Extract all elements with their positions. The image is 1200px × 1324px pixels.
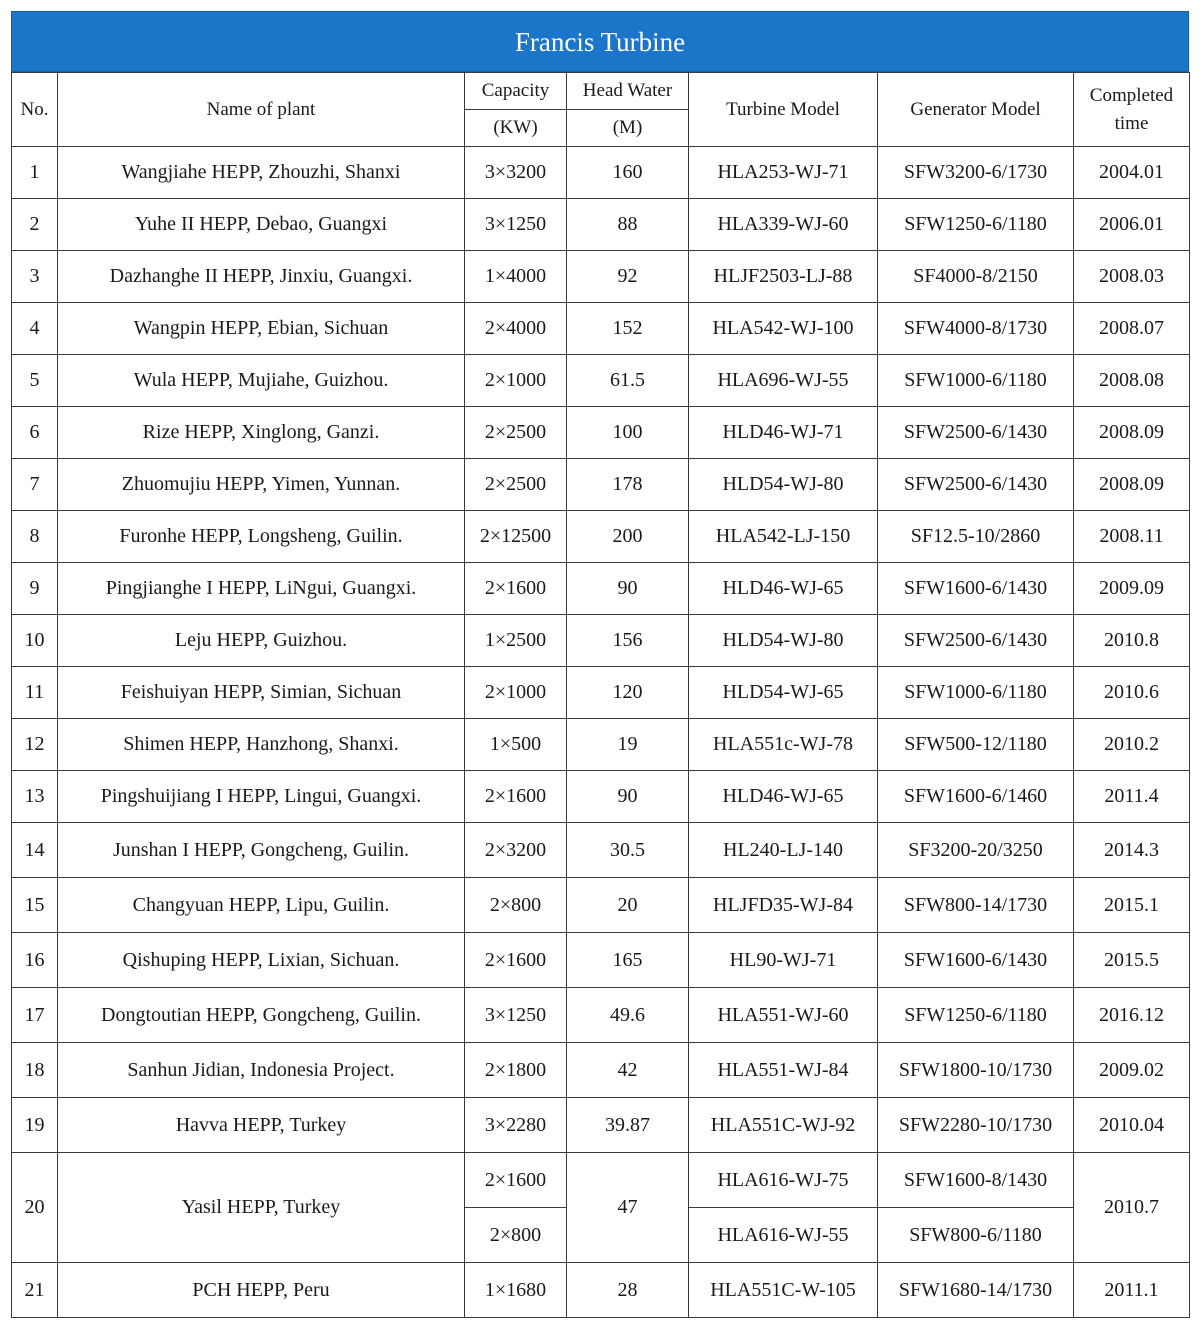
- cell-head: 160: [567, 147, 689, 199]
- table-row: [12, 1153, 1190, 1208]
- cell-head: 88: [567, 199, 689, 251]
- cell-capacity: 2×2500: [465, 407, 567, 459]
- header-no: No.: [12, 73, 58, 147]
- cell-capacity: 3×2280: [465, 1098, 567, 1153]
- table-row: [12, 933, 1190, 988]
- cell-head: 42: [567, 1043, 689, 1098]
- cell-capacity: 2×800: [465, 1208, 567, 1263]
- cell-head: 47: [567, 1153, 689, 1263]
- cell-generator: SF12.5-10/2860: [878, 511, 1074, 563]
- cell-generator: SFW500-12/1180: [878, 719, 1074, 771]
- cell-completed: 2008.11: [1074, 511, 1190, 563]
- cell-no: 21: [12, 1263, 58, 1318]
- table-row: [12, 303, 1190, 355]
- cell-name: Yasil HEPP, Turkey: [58, 1153, 465, 1263]
- cell-turbine: HLA551c-WJ-78: [689, 719, 878, 771]
- cell-name: Changyuan HEPP, Lipu, Guilin.: [58, 878, 465, 933]
- cell-name: Wangpin HEPP, Ebian, Sichuan: [58, 303, 465, 355]
- cell-capacity: 2×800: [465, 878, 567, 933]
- cell-generator: SFW1000-6/1180: [878, 667, 1074, 719]
- cell-completed: 2010.7: [1074, 1153, 1190, 1263]
- cell-capacity: 1×2500: [465, 615, 567, 667]
- cell-capacity: 2×12500: [465, 511, 567, 563]
- cell-turbine: HLA696-WJ-55: [689, 355, 878, 407]
- cell-completed: 2010.8: [1074, 615, 1190, 667]
- cell-head: 92: [567, 251, 689, 303]
- table-row: [12, 823, 1190, 878]
- cell-turbine: HLA542-LJ-150: [689, 511, 878, 563]
- cell-head: 200: [567, 511, 689, 563]
- table-row: [12, 667, 1190, 719]
- cell-turbine: HLA616-WJ-75: [689, 1153, 878, 1208]
- cell-capacity: 2×2500: [465, 459, 567, 511]
- cell-generator: SFW1250-6/1180: [878, 988, 1074, 1043]
- cell-head: 90: [567, 771, 689, 823]
- cell-name: Wangjiahe HEPP, Zhouzhi, Shanxi: [58, 147, 465, 199]
- table-title: Francis Turbine: [11, 11, 1189, 72]
- cell-head: 165: [567, 933, 689, 988]
- cell-name: Qishuping HEPP, Lixian, Sichuan.: [58, 933, 465, 988]
- cell-capacity: 2×1800: [465, 1043, 567, 1098]
- cell-capacity: 1×4000: [465, 251, 567, 303]
- cell-head: 20: [567, 878, 689, 933]
- table-row: [12, 407, 1190, 459]
- cell-head: 49.6: [567, 988, 689, 1043]
- cell-name: Pingjianghe I HEPP, LiNgui, Guangxi.: [58, 563, 465, 615]
- cell-head: 61.5: [567, 355, 689, 407]
- cell-name: Rize HEPP, Xinglong, Ganzi.: [58, 407, 465, 459]
- cell-capacity: 2×1600: [465, 563, 567, 615]
- cell-completed: 2011.4: [1074, 771, 1190, 823]
- cell-no: 7: [12, 459, 58, 511]
- cell-name: Shimen HEPP, Hanzhong, Shanxi.: [58, 719, 465, 771]
- cell-capacity: 1×500: [465, 719, 567, 771]
- cell-no: 16: [12, 933, 58, 988]
- cell-turbine: HLD46-WJ-65: [689, 563, 878, 615]
- table-row: [12, 511, 1190, 563]
- header-turbine: Turbine Model: [689, 73, 878, 147]
- cell-turbine: HLA551C-WJ-92: [689, 1098, 878, 1153]
- cell-turbine: HL90-WJ-71: [689, 933, 878, 988]
- cell-turbine: HLA542-WJ-100: [689, 303, 878, 355]
- cell-head: 178: [567, 459, 689, 511]
- cell-completed: 2009.09: [1074, 563, 1190, 615]
- header-capacity-unit: (KW): [465, 110, 567, 147]
- cell-name: Leju HEPP, Guizhou.: [58, 615, 465, 667]
- table-row: [12, 1043, 1190, 1098]
- cell-head: 90: [567, 563, 689, 615]
- cell-no: 5: [12, 355, 58, 407]
- cell-no: 20: [12, 1153, 58, 1263]
- cell-no: 15: [12, 878, 58, 933]
- cell-head: 152: [567, 303, 689, 355]
- header-head-unit: (M): [567, 110, 689, 147]
- cell-name: Wula HEPP, Mujiahe, Guizhou.: [58, 355, 465, 407]
- cell-completed: 2010.2: [1074, 719, 1190, 771]
- table-row: [12, 199, 1190, 251]
- cell-generator: SFW1600-6/1430: [878, 563, 1074, 615]
- cell-turbine: HLA551-WJ-84: [689, 1043, 878, 1098]
- cell-generator: SFW2500-6/1430: [878, 459, 1074, 511]
- cell-capacity: 2×4000: [465, 303, 567, 355]
- cell-turbine: HLJFD35-WJ-84: [689, 878, 878, 933]
- turbine-table: [11, 72, 1190, 1318]
- cell-no: 6: [12, 407, 58, 459]
- cell-name: Furonhe HEPP, Longsheng, Guilin.: [58, 511, 465, 563]
- table-row: [12, 459, 1190, 511]
- cell-turbine: HLD54-WJ-65: [689, 667, 878, 719]
- cell-generator: SF4000-8/2150: [878, 251, 1074, 303]
- header-completed-line1: Completed: [1089, 84, 1174, 106]
- cell-head: 39.87: [567, 1098, 689, 1153]
- cell-generator: SFW1600-6/1460: [878, 771, 1074, 823]
- cell-generator: SFW2500-6/1430: [878, 615, 1074, 667]
- cell-capacity: 2×1600: [465, 1153, 567, 1208]
- cell-no: 9: [12, 563, 58, 615]
- cell-completed: 2011.1: [1074, 1263, 1190, 1318]
- cell-completed: 2009.02: [1074, 1043, 1190, 1098]
- cell-generator: SF3200-20/3250: [878, 823, 1074, 878]
- cell-capacity: 2×1000: [465, 667, 567, 719]
- cell-name: Junshan I HEPP, Gongcheng, Guilin.: [58, 823, 465, 878]
- cell-turbine: HLD46-WJ-65: [689, 771, 878, 823]
- cell-capacity: 3×1250: [465, 199, 567, 251]
- cell-no: 17: [12, 988, 58, 1043]
- header-completed: [1074, 73, 1190, 147]
- cell-completed: 2015.1: [1074, 878, 1190, 933]
- cell-name: Sanhun Jidian, Indonesia Project.: [58, 1043, 465, 1098]
- cell-completed: 2008.08: [1074, 355, 1190, 407]
- cell-capacity: 1×1680: [465, 1263, 567, 1318]
- cell-generator: SFW1600-8/1430: [878, 1153, 1074, 1208]
- cell-completed: 2008.09: [1074, 459, 1190, 511]
- cell-turbine: HLA551-WJ-60: [689, 988, 878, 1043]
- cell-capacity: 3×3200: [465, 147, 567, 199]
- cell-turbine: HLD46-WJ-71: [689, 407, 878, 459]
- table-row: [12, 719, 1190, 771]
- cell-capacity: 2×1000: [465, 355, 567, 407]
- cell-generator: SFW1000-6/1180: [878, 355, 1074, 407]
- cell-no: 11: [12, 667, 58, 719]
- header-generator: Generator Model: [878, 73, 1074, 147]
- cell-completed: 2016.12: [1074, 988, 1190, 1043]
- cell-generator: SFW1250-6/1180: [878, 199, 1074, 251]
- cell-generator: SFW800-6/1180: [878, 1208, 1074, 1263]
- cell-no: 14: [12, 823, 58, 878]
- cell-no: 1: [12, 147, 58, 199]
- cell-no: 12: [12, 719, 58, 771]
- header-name: Name of plant: [58, 73, 465, 147]
- cell-no: 13: [12, 771, 58, 823]
- cell-head: 30.5: [567, 823, 689, 878]
- cell-head: 100: [567, 407, 689, 459]
- cell-generator: SFW1680-14/1730: [878, 1263, 1074, 1318]
- cell-turbine: HLJF2503-LJ-88: [689, 251, 878, 303]
- header-capacity: Capacity: [465, 73, 567, 110]
- cell-no: 10: [12, 615, 58, 667]
- cell-generator: SFW1600-6/1430: [878, 933, 1074, 988]
- table-row: [12, 1098, 1190, 1153]
- cell-capacity: 2×1600: [465, 933, 567, 988]
- cell-generator: SFW4000-8/1730: [878, 303, 1074, 355]
- cell-completed: 2004.01: [1074, 147, 1190, 199]
- table-row: [12, 147, 1190, 199]
- turbine-sheet: [11, 11, 1189, 1318]
- cell-generator: SFW800-14/1730: [878, 878, 1074, 933]
- cell-completed: 2008.03: [1074, 251, 1190, 303]
- cell-generator: SFW1800-10/1730: [878, 1043, 1074, 1098]
- cell-no: 4: [12, 303, 58, 355]
- table-row: [12, 878, 1190, 933]
- cell-completed: 2008.07: [1074, 303, 1190, 355]
- table-row: [12, 563, 1190, 615]
- cell-turbine: HLA551C-W-105: [689, 1263, 878, 1318]
- cell-name: Feishuiyan HEPP, Simian, Sichuan: [58, 667, 465, 719]
- cell-completed: 2014.3: [1074, 823, 1190, 878]
- table-row: [12, 771, 1190, 823]
- cell-name: Zhuomujiu HEPP, Yimen, Yunnan.: [58, 459, 465, 511]
- cell-completed: 2010.04: [1074, 1098, 1190, 1153]
- cell-name: Yuhe II HEPP, Debao, Guangxi: [58, 199, 465, 251]
- table-row: [12, 988, 1190, 1043]
- cell-name: Havva HEPP, Turkey: [58, 1098, 465, 1153]
- cell-turbine: HLA253-WJ-71: [689, 147, 878, 199]
- cell-no: 3: [12, 251, 58, 303]
- cell-head: 156: [567, 615, 689, 667]
- cell-name: Dazhanghe II HEPP, Jinxiu, Guangxi.: [58, 251, 465, 303]
- cell-head: 19: [567, 719, 689, 771]
- cell-turbine: HL240-LJ-140: [689, 823, 878, 878]
- header-head: Head Water: [567, 73, 689, 110]
- cell-generator: SFW2280-10/1730: [878, 1098, 1074, 1153]
- cell-capacity: 2×3200: [465, 823, 567, 878]
- table-row: [12, 615, 1190, 667]
- cell-turbine: HLD54-WJ-80: [689, 459, 878, 511]
- cell-capacity: 2×1600: [465, 771, 567, 823]
- cell-completed: 2015.5: [1074, 933, 1190, 988]
- cell-turbine: HLA616-WJ-55: [689, 1208, 878, 1263]
- cell-completed: 2006.01: [1074, 199, 1190, 251]
- cell-completed: 2008.09: [1074, 407, 1190, 459]
- cell-name: PCH HEPP, Peru: [58, 1263, 465, 1318]
- cell-head: 28: [567, 1263, 689, 1318]
- header-completed-line2: time: [1114, 112, 1149, 134]
- table-row: [12, 251, 1190, 303]
- table-row: [12, 355, 1190, 407]
- cell-capacity: 3×1250: [465, 988, 567, 1043]
- cell-turbine: HLA339-WJ-60: [689, 199, 878, 251]
- cell-completed: 2010.6: [1074, 667, 1190, 719]
- cell-no: 18: [12, 1043, 58, 1098]
- table-row: [12, 1263, 1190, 1318]
- cell-name: Dongtoutian HEPP, Gongcheng, Guilin.: [58, 988, 465, 1043]
- cell-generator: SFW3200-6/1730: [878, 147, 1074, 199]
- cell-no: 2: [12, 199, 58, 251]
- cell-generator: SFW2500-6/1430: [878, 407, 1074, 459]
- cell-turbine: HLD54-WJ-80: [689, 615, 878, 667]
- cell-name: Pingshuijiang I HEPP, Lingui, Guangxi.: [58, 771, 465, 823]
- cell-head: 120: [567, 667, 689, 719]
- cell-no: 8: [12, 511, 58, 563]
- cell-no: 19: [12, 1098, 58, 1153]
